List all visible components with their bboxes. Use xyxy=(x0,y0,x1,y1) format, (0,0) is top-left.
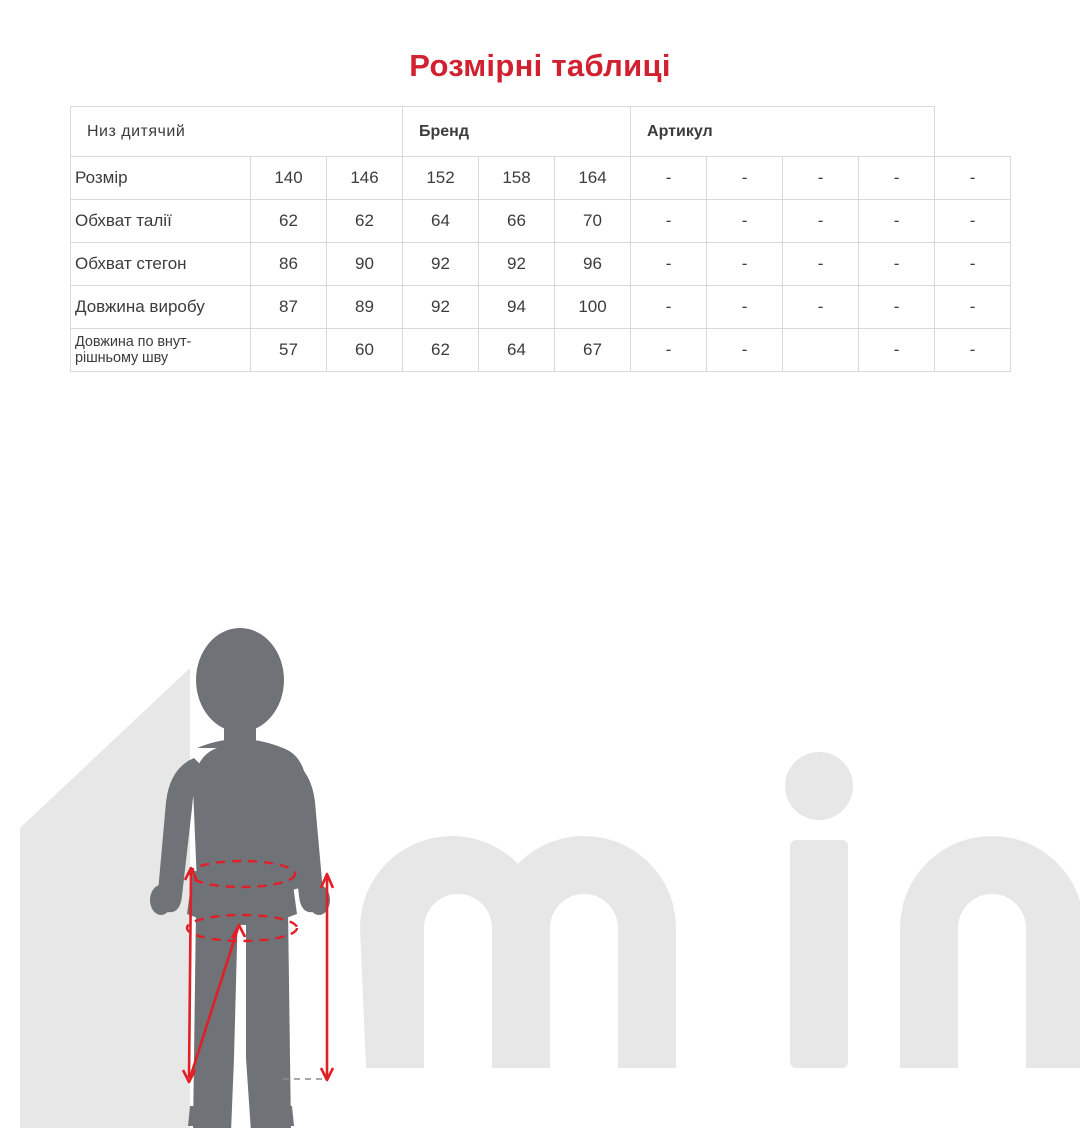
cell: 89 xyxy=(327,286,403,329)
row-label-inseam-line2: рішньому шву xyxy=(75,350,169,366)
cell: - xyxy=(631,329,707,372)
cell: - xyxy=(631,157,707,200)
cell: 92 xyxy=(403,286,479,329)
table-header-row xyxy=(71,107,1011,157)
cell: 96 xyxy=(555,243,631,286)
cell: 60 xyxy=(327,329,403,372)
cell: 94 xyxy=(479,286,555,329)
cell: 64 xyxy=(479,329,555,372)
cell: - xyxy=(707,200,783,243)
table-row xyxy=(71,243,1011,286)
cell: - xyxy=(859,243,935,286)
header-category: Низ дитячий xyxy=(71,107,403,157)
header-brand: Бренд xyxy=(403,107,631,157)
cell: 90 xyxy=(327,243,403,286)
table-row xyxy=(71,200,1011,243)
cell: - xyxy=(935,243,1011,286)
cell: - xyxy=(783,286,859,329)
cell: - xyxy=(631,243,707,286)
cell: 67 xyxy=(555,329,631,372)
cell: - xyxy=(935,329,1011,372)
row-label-size: Розмір xyxy=(71,157,251,200)
cell: - xyxy=(935,157,1011,200)
table-row xyxy=(71,329,1011,372)
cell: 62 xyxy=(251,200,327,243)
cell: - xyxy=(783,243,859,286)
cell: 92 xyxy=(479,243,555,286)
cell: - xyxy=(783,157,859,200)
cell: - xyxy=(707,243,783,286)
cell: 62 xyxy=(327,200,403,243)
cell: 66 xyxy=(479,200,555,243)
cell: 64 xyxy=(403,200,479,243)
size-table-container xyxy=(70,106,1010,372)
cell: - xyxy=(859,200,935,243)
row-label-inseam-line1: Довжина по внут- xyxy=(75,333,192,350)
size-table xyxy=(70,106,1011,372)
cell: - xyxy=(935,200,1011,243)
measurement-illustration xyxy=(0,608,1080,1128)
table-row xyxy=(71,286,1011,329)
cell: - xyxy=(631,286,707,329)
cell xyxy=(783,329,859,372)
row-label-inseam xyxy=(71,329,251,372)
cell: 146 xyxy=(327,157,403,200)
cell: 57 xyxy=(251,329,327,372)
cell: 140 xyxy=(251,157,327,200)
row-label-product-length: Довжина виробу xyxy=(71,286,251,329)
table-row xyxy=(71,157,1011,200)
cell: 87 xyxy=(251,286,327,329)
row-label-waist: Обхват талії xyxy=(71,200,251,243)
cell: - xyxy=(859,286,935,329)
cell: 164 xyxy=(555,157,631,200)
cell: 100 xyxy=(555,286,631,329)
header-article: Артикул xyxy=(631,107,935,157)
cell: 62 xyxy=(403,329,479,372)
cell: 92 xyxy=(403,243,479,286)
page-title: Розмірні таблиці xyxy=(409,48,671,83)
cell: - xyxy=(935,286,1011,329)
cell: 158 xyxy=(479,157,555,200)
cell: - xyxy=(859,157,935,200)
cell: - xyxy=(859,329,935,372)
cell: - xyxy=(707,157,783,200)
cell: - xyxy=(707,329,783,372)
cell: 86 xyxy=(251,243,327,286)
cell: 70 xyxy=(555,200,631,243)
cell: - xyxy=(707,286,783,329)
cell: - xyxy=(631,200,707,243)
cell: 152 xyxy=(403,157,479,200)
row-label-hips: Обхват стегон xyxy=(71,243,251,286)
cell: - xyxy=(783,200,859,243)
